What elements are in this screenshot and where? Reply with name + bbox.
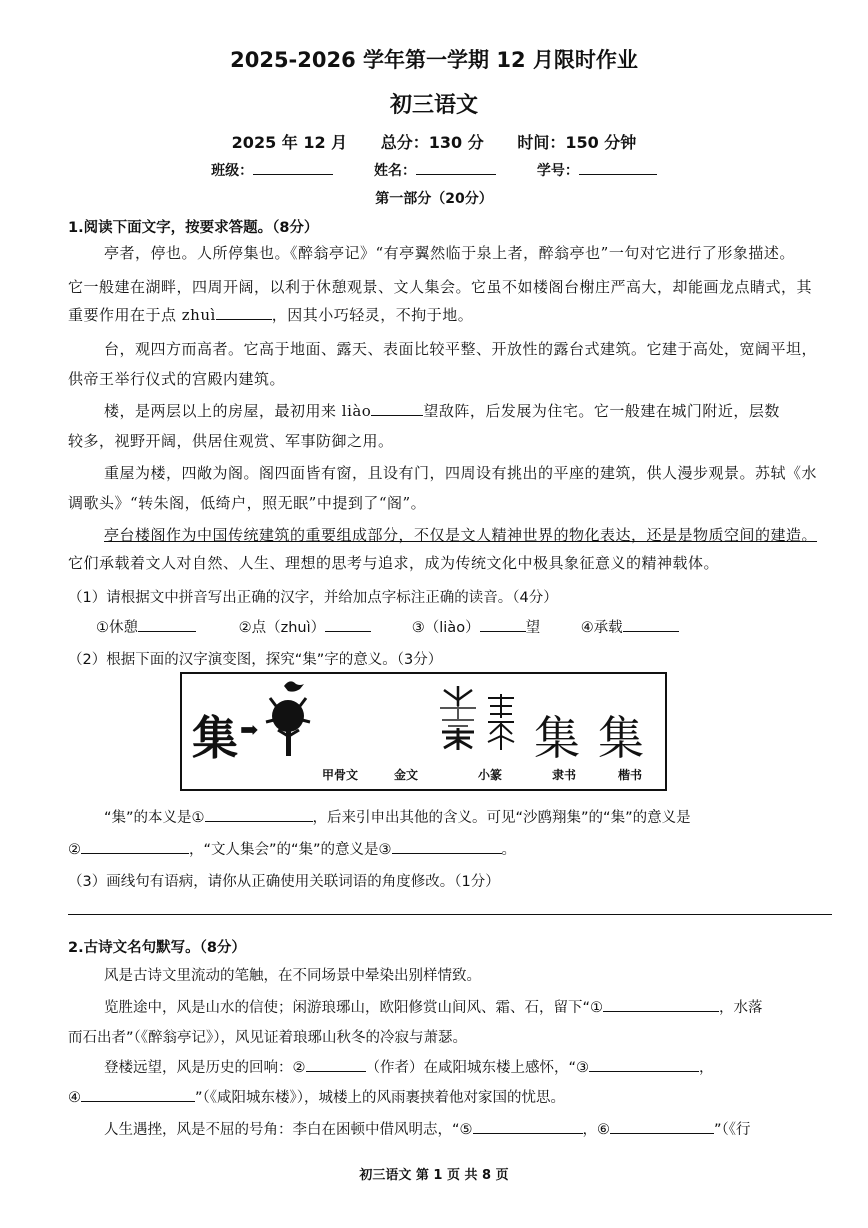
answer-text-2: ，后来引申出其他的含义。可见“沙鸥翔集”的“集”的意义是 [312, 810, 691, 826]
option-2: ②点（zhuì） [238, 620, 326, 636]
q2-p2-line2: 而石出者”（《醉翁亭记》），风见证着琅琊山秋冬的冷寂与萧瑟。 [68, 1030, 468, 1046]
page-footer: 初三语文 第 1 页 共 8 页 [359, 1168, 509, 1183]
liao-blank[interactable] [371, 401, 423, 416]
meaning-blank-1[interactable] [205, 807, 313, 822]
q2-p4-text2: ，⑥ [582, 1122, 611, 1138]
q2-p3-comma: ， [699, 1060, 714, 1076]
bronze-script-icon [434, 682, 482, 752]
q1-p4-line1: 重屋为楼，四敞为阁。阁四面皆有窗，且设有门，四周设有挑出的平座的建筑，供人漫步观景。苏轼《水 [104, 464, 818, 482]
q2-p4-text3: ”（《行 [714, 1122, 751, 1138]
q1-sub1-options [96, 616, 836, 637]
underlined-sentence: 亭台楼阁作为中国传统建筑的重要组成部分，不仅是文人精神世界的物化表达，还是是物质空间的建造。 [104, 526, 818, 544]
q1-sub1: （1）请根据文中拼音写出正确的汉字，并给加点字标注正确的读音。（4分） [68, 590, 558, 606]
clerical-char: 集 [534, 711, 580, 765]
id-label: 学号： [536, 163, 579, 179]
poem-blank-6[interactable] [610, 1119, 714, 1134]
meaning-blank-2[interactable] [81, 839, 189, 854]
name-field[interactable] [416, 160, 496, 175]
exam-meta [0, 130, 868, 153]
regular-char: 集 [598, 711, 644, 765]
oracle-char: 集 [192, 711, 238, 765]
caption-clerical: 隶书 [552, 768, 577, 782]
total-score: 总分：130 分 [380, 133, 484, 152]
student-info [0, 160, 868, 180]
author-blank[interactable] [306, 1057, 366, 1072]
seal-script-icon [484, 692, 518, 752]
option-3: ③（liào） [411, 620, 480, 636]
q1-p3-text2: 望敌阵，后发展为住宅。它一般建在城门附近，层数 [423, 402, 780, 420]
q1-p2-line2: 供帝王举行仪式的宫殿内建筑。 [68, 370, 286, 388]
q2-intro: 风是古诗文里流动的笔触，在不同场景中晕染出别样情致。 [104, 968, 481, 984]
q1-sub2-answer-line1 [104, 806, 691, 827]
q2-p4-line1 [104, 1118, 751, 1139]
q1-sub2-answer-line2 [68, 838, 516, 859]
q2-p3-line2 [68, 1086, 565, 1107]
character-evolution-figure [180, 672, 667, 791]
id-field[interactable] [579, 160, 657, 175]
zhui-blank[interactable] [216, 305, 272, 320]
q1-p4-line2: 调歌头》“转朱阁，低绮户，照无眠”中提到了“阁”。 [68, 494, 427, 512]
q2-p3-line1 [104, 1056, 714, 1077]
q1-p1-line2: 它一般建在湖畔，四周开阔，以利于休憩观景、文人集会。它虽不如楼阁台榭庄严高大，却能画龙点睛式，其 [68, 278, 813, 296]
q1-sub3: （3）画线句有语病，请你从正确使用关联词语的角度修改。（1分） [68, 874, 500, 890]
option-1-blank[interactable] [138, 617, 196, 632]
caption-bronze: 金文 [394, 768, 419, 782]
caption-oracle: 甲骨文 [322, 768, 359, 782]
q1-paragraph-1 [68, 236, 838, 270]
subject-title: 初三语文 [389, 93, 478, 118]
option-4-blank[interactable] [623, 617, 679, 632]
q2-p2-text2: ，水落 [719, 1000, 763, 1016]
q1-p2-line1: 台，观四方而高者。它高于地面、露天、表面比较平整、开放性的露台式建筑。它建于高处，宽阔平坦， [104, 340, 818, 358]
q2-p3-text2: （作者）在咸阳城东楼上感怀，“③ [365, 1060, 590, 1076]
caption-seal: 小篆 [478, 768, 503, 782]
poem-blank-3[interactable] [589, 1057, 699, 1072]
meaning-blank-3[interactable] [392, 839, 502, 854]
q1-p3-text: 楼，是两层以上的房屋，最初用来 liào [104, 402, 372, 420]
poem-blank-4[interactable] [81, 1087, 195, 1102]
name-label: 姓名： [374, 163, 416, 179]
caption-regular: 楷书 [618, 768, 643, 782]
q1-p5-line2: 它们承载着文人对自然、人生、理想的思考与追求，成为传统文化中极具象征意义的精神载体。 [68, 554, 720, 572]
q2-p3-text: 登楼远望，风是历史的回响：② [104, 1060, 306, 1076]
q2-p2-line1 [104, 996, 763, 1017]
answer-text-1: “集”的本义是① [104, 810, 205, 826]
poem-blank-5[interactable] [473, 1119, 583, 1134]
q2-p4-text: 人生遇挫，风是不屈的号角：李白在困顿中借风明志，“⑤ [104, 1122, 473, 1138]
q1-p1-text2: ，因其小巧轻灵，不拘于地。 [271, 306, 474, 324]
q2-heading: 2.古诗文名句默写。（8分） [68, 940, 246, 956]
option-4: ④承载 [580, 620, 623, 636]
answer-text-5: 。 [501, 842, 517, 858]
q1-p3-line1 [68, 394, 838, 428]
bird-on-tree-icon [262, 676, 314, 758]
exam-title: 2025-2026 学年第一学期 12 月限时作业 [230, 48, 638, 72]
q2-p2-text: 览胜途中，风是山水的信使；闲游琅琊山，欧阳修赏山间风、霜、石，留下“① [104, 1000, 604, 1016]
class-field[interactable] [253, 160, 333, 175]
q1-p3-line2: 较多，视野开阔，供居住观赏、军事防御之用。 [68, 432, 394, 450]
class-label: 班级： [211, 163, 254, 179]
answer-line[interactable] [68, 914, 832, 915]
option-2-blank[interactable] [325, 617, 371, 632]
arrow-icon: ➡ [240, 718, 259, 743]
option-1: ①休憩 [96, 620, 138, 636]
q1-p1-line3 [68, 298, 838, 332]
answer-text-4: ，“文人集会”的“集”的意义是③ [189, 842, 392, 858]
exam-time: 时间：150 分钟 [517, 133, 637, 152]
q1-p1-text: 重要作用在于点 zhuì [68, 306, 216, 324]
q1-sub2: （2）根据下面的汉字演变图，探究“集”字的意义。（3分） [68, 652, 443, 668]
q2-p3-text3: ”（《咸阳城东楼》），城楼上的风雨裹挟着他对家国的忧思。 [195, 1090, 566, 1106]
section-title: 第一部分（20分） [375, 191, 493, 207]
q1-p1-line1: 亭者，停也。人所停集也。《醉翁亭记》“有亭翼然临于泉上者，醉翁亭也”一句对它进行了形象描述。 [104, 244, 795, 262]
q1-heading: 1.阅读下面文字，按要求答题。（8分） [68, 220, 319, 236]
option-3-blank[interactable] [480, 617, 526, 632]
q2-p3-num4: ④ [68, 1090, 81, 1106]
poem-blank-1[interactable] [603, 997, 719, 1012]
exam-date: 2025 年 12 月 [231, 133, 348, 152]
option-3-suffix: 望 [525, 620, 541, 636]
answer-text-3: ② [68, 842, 81, 858]
